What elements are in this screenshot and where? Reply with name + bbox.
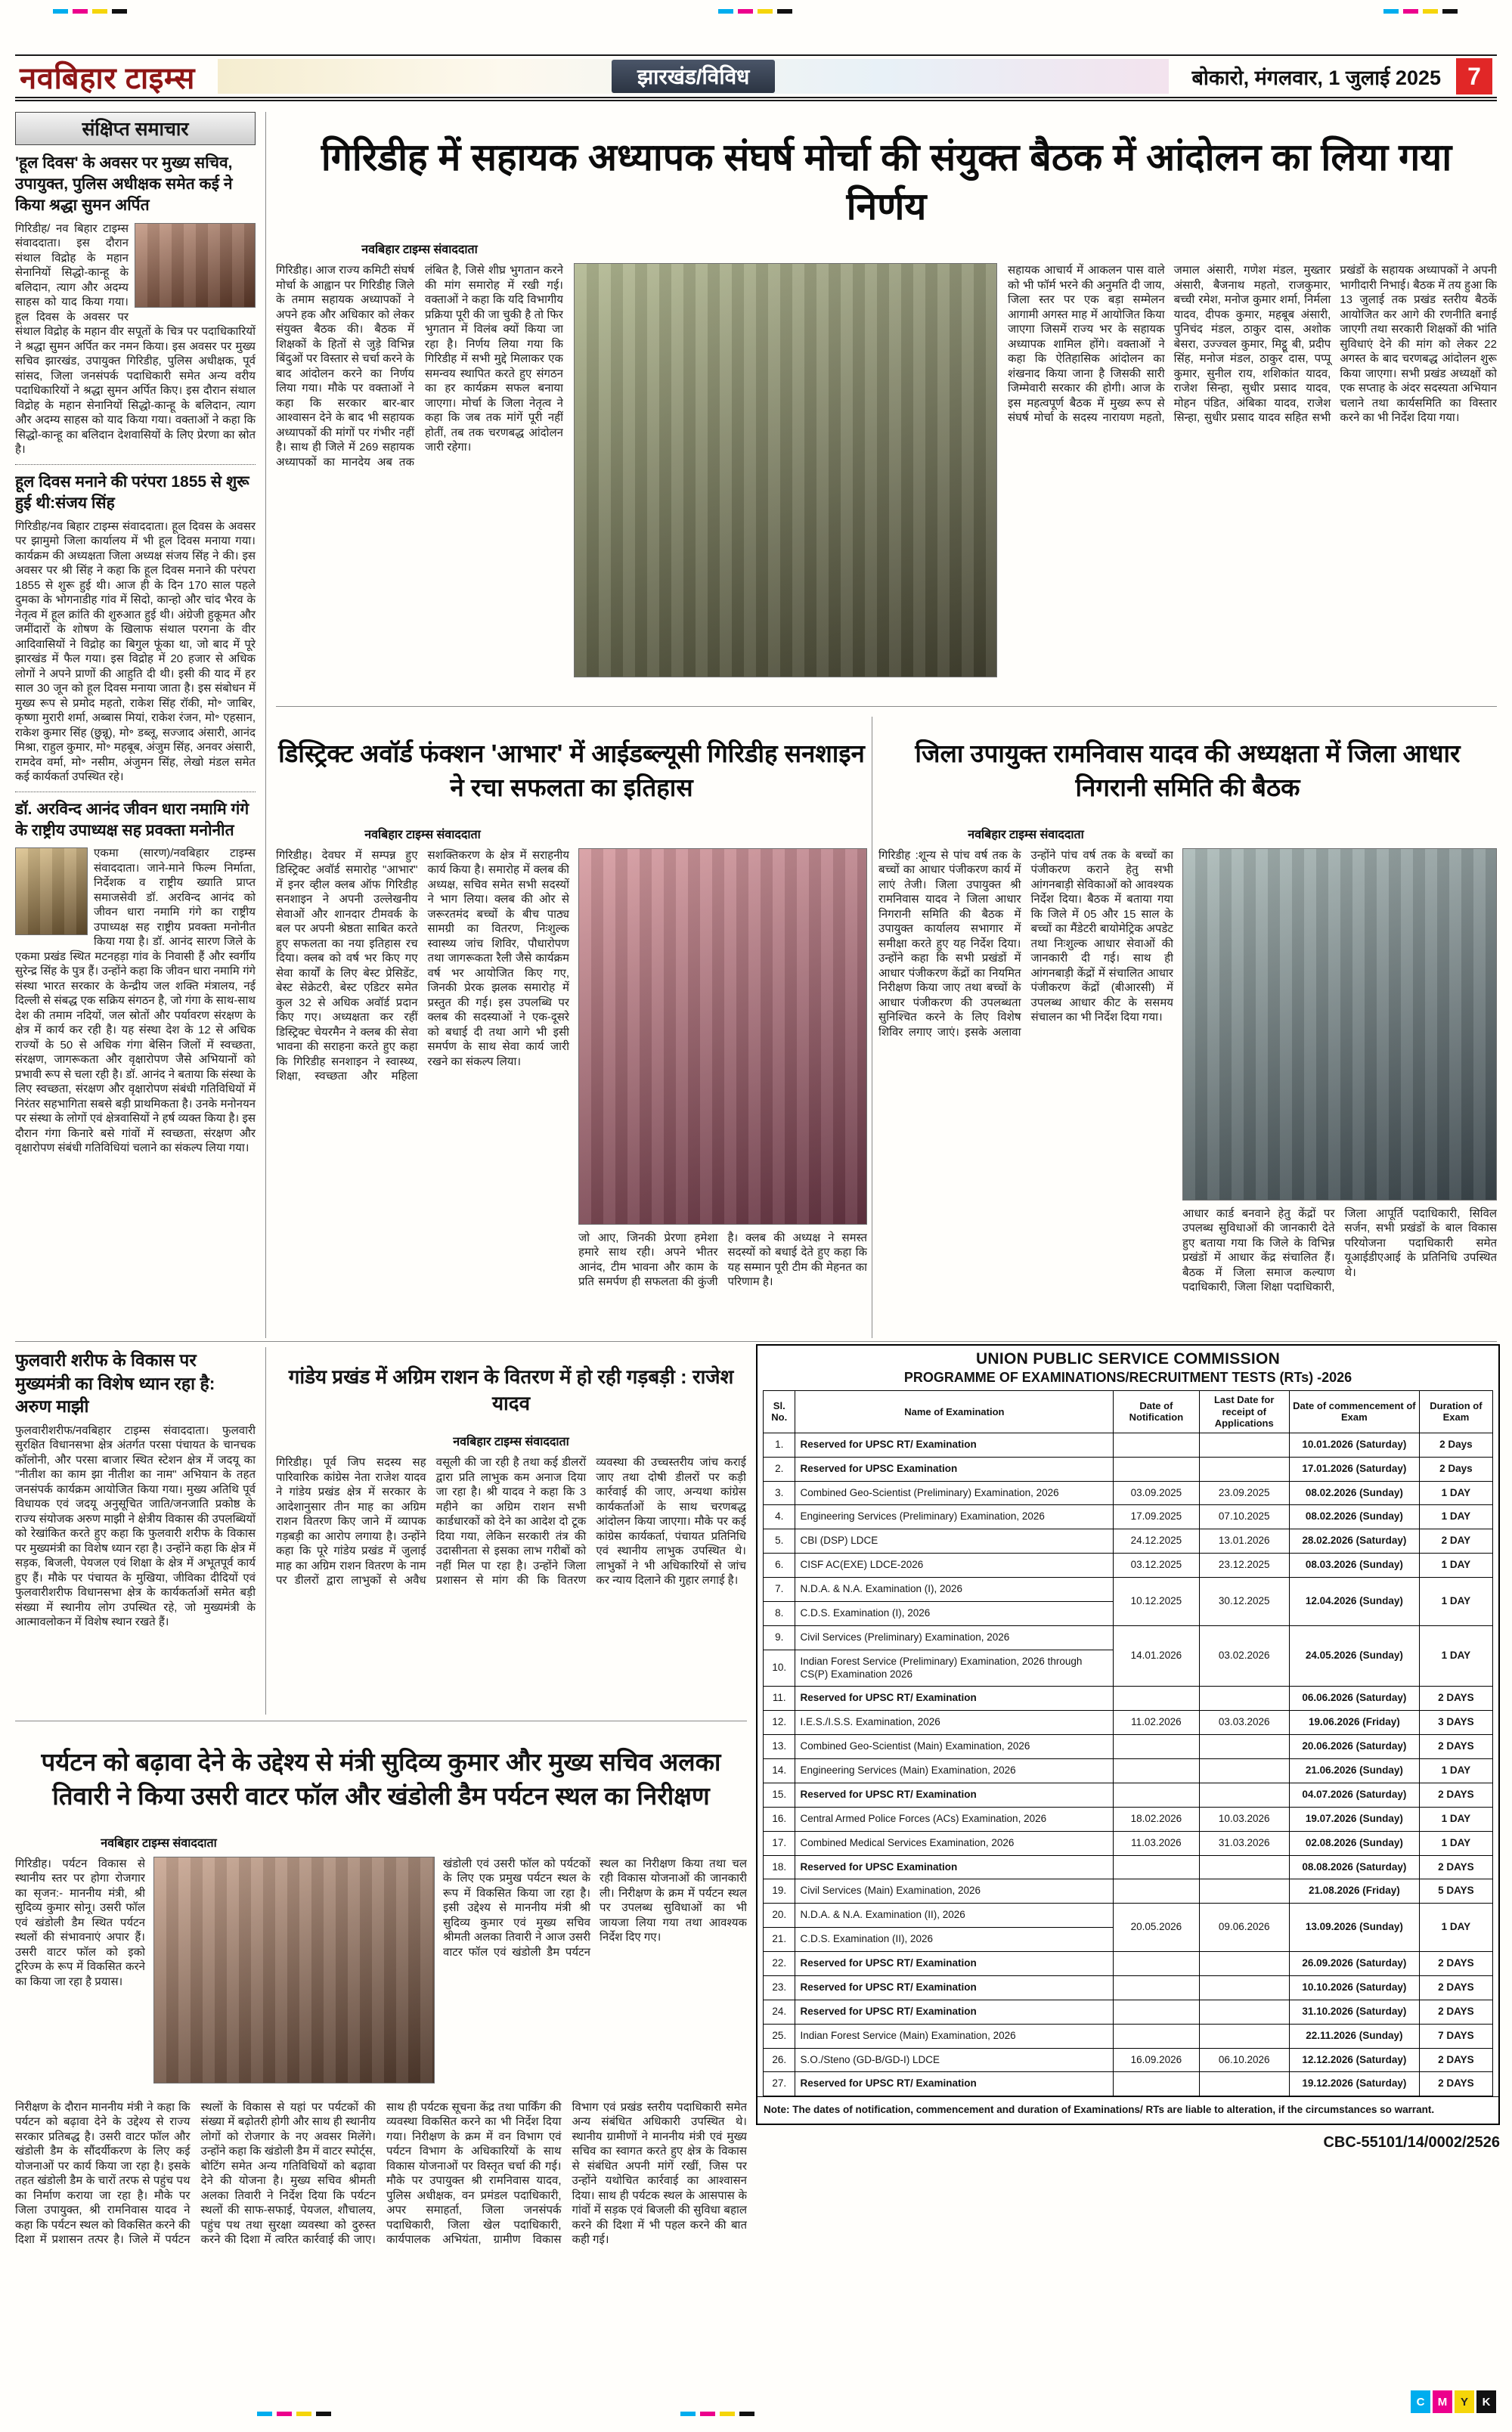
photo-arvind-anand-portrait [15,847,88,935]
upsc-cell: 24.12.2025 [1114,1529,1199,1554]
upsc-cell [1199,1457,1289,1481]
upsc-cell: Combined Geo-Scientist (Preliminary) Examination, 2026 [795,1481,1114,1505]
upsc-table-row [764,1904,1493,1928]
paryatan-byline: नवबिहार टाइम्स संवाददाता [101,1836,217,1850]
upsc-cell: 22. [764,1952,795,1976]
aabhaar-right-block [578,848,867,1338]
upsc-cell [1114,1783,1199,1807]
upsc-cell: 2 DAYS [1419,2072,1492,2096]
upsc-cell [1114,1855,1199,1879]
upsc-cell: 1. [764,1433,795,1457]
upsc-cell: 08.02.2026 (Sunday) [1289,1481,1419,1505]
upsc-cell: 13.01.2026 [1199,1529,1289,1554]
upsc-cell: 22.11.2026 (Sunday) [1289,2024,1419,2048]
upsc-cell [1114,1759,1199,1783]
upsc-cell [1199,1975,1289,2000]
upsc-table-row [764,1952,1493,1976]
upsc-table-row [764,1625,1493,1650]
aabhaar-body-below-photo: जो आए, जिनकी प्रेरणा हमेशा हमारे साथ रही। अपने भीतर आनंद, टीम भावना और काम के प्रति समर्पण ही सफलता की कुंजी है। क्लब की अध्यक्ष ने समस्त सदस्यों को बधाई देते हुए कहा कि यह सम्मान पूरी टीम की मेहनत का परिणाम है। [578,1231,867,1289]
upsc-cell: 23.12.2025 [1199,1554,1289,1578]
upsc-table-row [764,1855,1493,1879]
upsc-cell: 17. [764,1831,795,1855]
upsc-cell [1199,1759,1289,1783]
upsc-cell: 12.04.2026 (Sunday) [1289,1578,1419,1626]
upsc-cell: Central Armed Police Forces (ACs) Examination, 2026 [795,1807,1114,1831]
cmyk-black-block: K [1476,2390,1496,2413]
upsc-cell: 04.07.2026 (Saturday) [1289,1783,1419,1807]
upsc-title: UNION PUBLIC SERVICE COMMISSION [975,1350,1281,1368]
upsc-table-row [764,1759,1493,1783]
upsc-cell: Civil Services (Main) Examination, 2026 [795,1879,1114,1904]
upsc-cell: 08.08.2026 (Saturday) [1289,1855,1419,1879]
aabhaar-body-left: गिरिडीह। देवघर में सम्पन्न हुए डिस्ट्रिक्ट अवॉर्ड समारोह "आभार" में इनर व्हील क्लब ऑफ गिरिडीह सनशाइन ने अपनी उल्लेखनीय सेवाओं और शानदार टीमवर्क के बल पर अपनी श्रेष्ठता साबित करते हुए सफलता का नया इतिहास रच दिया। क्लब को वर्ष भर किए गए सेवा कार्यों के लिए बेस्ट प्रेसिडेंट, बेस्ट सेक्रेटरी, बेस्ट एडिटर समेत कुल 32 से अधिक अवॉर्ड प्रदान किए गए। अध्यक्षता कर रहीं डिस्ट्रिक्ट चेयरमैन ने क्लब की सेवा भावना की सराहना करते हुए कहा कि गिरिडीह सनशाइन ने स्वास्थ्य, शिक्षा, स्वच्छता और महिला सशक्तिकरण के क्षेत्र में सराहनीय कार्य किया है। समारोह में क्लब की अध्यक्ष, सचिव समेत सभी सदस्यों ने भाग लिया। क्लब की ओर से जरूरतमंद बच्चों के बीच पाठ्य सामग्री का वितरण, निःशुल्क स्वास्थ्य जांच शिविर, पौधारोपण तथा जागरूकता रैली जैसे कार्यक्रम वर्ष भर आयोजित किए गए, जिनकी प्रेरक झलक समारोह में प्रस्तुत की गई। इस उपलब्धि पर क्लब की सदस्याओं ने एक-दूसरे को बधाई दी तथा आगे भी इसी समर्पण के साथ सेवा कार्य जारी रखने का संकल्प लिया। [276,848,569,1083]
upsc-cell: 08.02.2026 (Sunday) [1289,1505,1419,1529]
brief-body: एकमा (सारण)/नवबिहार टाइम्स संवाददाता। जाने-माने फिल्म निर्माता, निर्देशक व राष्ट्रीय ख्याति प्राप्त समाजसेवी डॉ. अरविन्द आनंद को जीवन धारा नमामि गंगे का राष्ट्रीय उपाध्यक्ष सह राष्ट्रीय प्रवक्ता मनोनीत किया गया है। डॉ. आनंद सारण जिले के एकमा प्रखंड स्थित मटनहड़ा गांव के निवासी हैं और स्वर्गीय सुरेन्द्र सिंह के पुत्र हैं। उन्होंने कहा कि जीवन धारा नमामि गंगे संस्था भारत सरकार के केन्द्रीय जल शक्ति मंत्रालय, नई दिल्ली से संबद्ध एक सक्रिय संगठन है, जो गंगा के साथ-साथ देश की तमाम नदियों, जल स्रोतों और पर्यावरण संरक्षण के क्षेत्र में कार्य कर रही है। यह संस्था देश के 12 से अधिक राज्यों के 50 से अधिक गंगा बेसिन जिलों में स्वच्छता, संरक्षण, जागरूकता और वृक्षारोपण जैसे अभियानों को प्रभावी रूप से चला रही है। डॉ. आनंद ने बताया कि संस्था के लिए स्वच्छता, संरक्षण और वृक्षारोपण संबंधी गतिविधियों में निरंतर सहभागिता सबसे बड़ी प्राथमिकता है। उनके मनोनयन पर संस्था के लोगों एवं क्षेत्रवासियों ने हर्ष व्यक्त किया है। इस दौरान गंगा किनारे बसे गांवों में स्वच्छता, संरक्षण और वृक्षारोपण संबंधी गतिविधियां चलाने का संकल्प लिया गया। [15,847,256,1155]
upsc-cell: 13.09.2026 (Sunday) [1289,1904,1419,1952]
upsc-cell: 02.08.2026 (Sunday) [1289,1831,1419,1855]
upsc-cell: 31.10.2026 (Saturday) [1289,2000,1419,2024]
upsc-cell: 18. [764,1855,795,1879]
registration-marks-top-left [53,9,127,14]
upsc-table-row [764,1687,1493,1711]
upsc-table-row [764,1975,1493,2000]
upsc-cell [1199,1735,1289,1759]
upsc-cell: 2 Days [1419,1457,1492,1481]
upsc-cell: 1 DAY [1419,1554,1492,1578]
upsc-table-row [764,1433,1493,1457]
upsc-cell: 7 DAYS [1419,2024,1492,2048]
header-right [1191,58,1492,94]
aabhaar-byline: नवबिहार टाइम्स संवाददाता [364,828,481,841]
brief-headline: 'हूल दिवस' के अवसर पर मुख्य सचिव, उपायुक्त, पुलिस अधीक्षक समेत कई ने किया श्रद्धा सुमन अर्पित [15,154,233,214]
upsc-cell: 23.09.2025 [1199,1481,1289,1505]
upsc-column-header: Date of commencement of Exam [1289,1391,1419,1433]
upsc-cell: Reserved for UPSC RT/ Examination [795,2000,1114,2024]
upsc-column-header: Name of Examination [795,1391,1114,1433]
upsc-cell: 26.09.2026 (Saturday) [1289,1952,1419,1976]
upsc-cell: Indian Forest Service (Main) Examination, 2026 [795,2024,1114,2048]
upsc-cell: 2 DAYS [1419,1952,1492,1976]
lead-body-left: गिरिडीह। आज राज्य कमिटी संघर्ष मोर्चा के आह्वान पर गिरिडीह जिले के तमाम सहायक अध्यापकों ने अपने हक और अधिकार को लेकर संयुक्त बैठक की। बैठक में शिक्षकों के हितों से जुड़े विभिन्न बिंदुओं पर विस्तार से चर्चा करने के बाद आंदोलन करने का निर्णय लिया गया। मौके पर वक्ताओं ने कहा कि सरकार बार-बार आश्वासन देने के बाद भी सहायक अध्यापकों की मांगों पर गंभीर नहीं है। साथ ही जिले में 269 सहायक अध्यापकों का मानदेय अब तक लंबित है, जिसे शीघ्र भुगतान करने की मांग समारोह में रखी गई। वक्ताओं ने कहा कि यदि विभागीय प्रक्रिया पूरी की जा चुकी है तो फिर भुगतान में विलंब क्यों किया जा रहा है। निर्णय लिया गया कि गिरिडीह में सभी मुद्दे मिलाकर एक समन्वय स्थापित करते हुए संगठन का हर कार्यक्रम सफल बनाया जाएगा। मोर्चा के जिला नेतृत्व ने कहा कि जब तक मांगें पूरी नहीं होतीं, तब तक चरणबद्ध आंदोलन जारी रहेगा। [276,264,563,469]
upsc-cell: 03.02.2026 [1199,1625,1289,1687]
upsc-cell: 14.01.2026 [1114,1625,1199,1687]
upsc-cell: Civil Services (Preliminary) Examination, 2026 [795,1625,1114,1650]
upsc-table-row [764,1457,1493,1481]
brief-headline: डॉ. अरविन्द आनंद जीवन धारा नमामि गंगे के राष्ट्रीय उपाध्यक्ष सह प्रवक्ता मनोनीत [15,800,249,839]
upsc-table [763,1390,1493,2096]
upsc-cell: 16.09.2026 [1114,2048,1199,2072]
cmyk-yellow-block: Y [1455,2390,1474,2413]
paryatan-body-bottom: निरीक्षण के दौरान माननीय मंत्री ने कहा कि पर्यटन को बढ़ावा देने के उद्देश्य से राज्य सरकार प्रतिबद्ध है। उसरी वाटर फॉल और खंडोली डैम के सौंदर्यीकरण के लिए कई योजनाओं पर कार्य किया जा रहा है। इसके तहत खंडोली डैम के चारों तरफ से पहुंच पथ का निर्माण कराया जा रहा है। मौके पर जिला उपायुक्त, श्री रामनिवास यादव ने कहा कि पर्यटन स्थल को विकसित करने की दिशा में प्रशासन तत्पर है। जिले में पर्यटन स्थलों के विकास से यहां पर पर्यटकों की संख्या में बढ़ोतरी होगी और साथ ही स्थानीय लोगों को रोजगार के नए अवसर मिलेंगे। उन्होंने कहा कि खंडोली डैम में वाटर स्पोर्ट्स, बोटिंग समेत अन्य गतिविधियों को बढ़ावा देने की योजना है। मुख्य सचिव श्रीमती अलका तिवारी ने निर्देश दिया कि पर्यटन स्थलों की साफ-सफाई, पेयजल, शौचालय, पहुंच पथ तथा सुरक्षा व्यवस्था को दुरुस्त करने की दिशा में त्वरित कार्रवाई की जाए। साथ ही पर्यटक सूचना केंद्र तथा पार्किंग की व्यवस्था विकसित करने का भी निर्देश दिया गया। निरीक्षण के क्रम में वन विभाग एवं पर्यटन विभाग के अधिकारियों के साथ विकास योजनाओं पर विस्तृत चर्चा की गई। मौके पर उपायुक्त श्री रामनिवास यादव, पुलिस अधीक्षक, वन प्रमंडल पदाधिकारी, अपर समाहर्ता, जिला जनसंपर्क पदाधिकारी, जिला खेल पदाधिकारी, कार्यपालक अभियंता, ग्रामीण विकास विभाग एवं प्रखंड स्तरीय पदाधिकारी समेत अन्य संबंधित अधिकारी उपस्थित थे। स्थानीय ग्रामीणों ने माननीय मंत्री एवं मुख्य सचिव का स्वागत करते हुए क्षेत्र के विकास से संबंधित अपनी मांगें रखीं, जिस पर उन्होंने यथोचित कार्रवाई का आश्वासन दिया। साथ ही पर्यटक स्थल के आसपास के गांवों में सड़क एवं बिजली की सुविधा बहाल करने की दिशा में भी पहल करने की बात कही गई। [15,2100,747,2247]
upsc-cell: 21. [764,1928,795,1952]
aabhaar-article [276,717,867,1338]
upsc-table-header-row [764,1391,1493,1433]
upsc-subtitle: PROGRAMME OF EXAMINATIONS/RECRUITMENT TESTS (RTs) -2026 [903,1370,1352,1385]
upsc-cell [1199,2024,1289,2048]
upsc-cell: 10.12.2025 [1114,1578,1199,1626]
upsc-cell: 17.09.2025 [1114,1505,1199,1529]
upsc-cell: N.D.A. & N.A. Examination (I), 2026 [795,1578,1114,1602]
upsc-table-row [764,1807,1493,1831]
upsc-cell [1114,2024,1199,2048]
briefs-column [15,112,266,1338]
upsc-cell: Reserved for UPSC Examination [795,1855,1114,1879]
aadhaar-right-block [1182,848,1497,1338]
upsc-cell [1114,1879,1199,1904]
aabhaar-body [276,848,867,1338]
upsc-cell: 4. [764,1505,795,1529]
upsc-cell: Engineering Services (Preliminary) Examination, 2026 [795,1505,1114,1529]
upsc-cell: 1 DAY [1419,1625,1492,1687]
upsc-cell: 10.10.2026 (Saturday) [1289,1975,1419,2000]
upsc-cell: Reserved for UPSC Examination [795,1457,1114,1481]
gandey-byline: नवबिहार टाइम्स संवाददाता [453,1436,569,1449]
upsc-cell: 2 Days [1419,1433,1492,1457]
upsc-cell: Reserved for UPSC RT/ Examination [795,1783,1114,1807]
gandey-headline: गांडेय प्रखंड में अग्रिम राशन के वितरण में हो रही गड़बड़ी : राजेश यादव [288,1365,734,1414]
upsc-cell [1199,1783,1289,1807]
upsc-cell: 2 DAYS [1419,1735,1492,1759]
upsc-column-header: Duration of Exam [1419,1391,1492,1433]
upsc-cell: 1 DAY [1419,1505,1492,1529]
upsc-cell: 2 DAY [1419,1529,1492,1554]
cmyk-magenta-block: M [1433,2390,1452,2413]
upsc-cell [1114,1687,1199,1711]
upsc-cell: 17.01.2026 (Saturday) [1289,1457,1419,1481]
upsc-table-row [764,1831,1493,1855]
upsc-cell: 18.02.2026 [1114,1807,1199,1831]
upsc-cell [1199,1952,1289,1976]
upsc-cell: 25. [764,2024,795,2048]
page-number: 7 [1456,58,1492,94]
upsc-cell: Reserved for UPSC RT/ Examination [795,1433,1114,1457]
upsc-table-row [764,2048,1493,2072]
paryatan-article [15,1725,747,2409]
upsc-cell: CISF AC(EXE) LDCE-2026 [795,1554,1114,1578]
photo-award-function [578,848,867,1225]
brief-headline: हूल दिवस मनाने की परंपरा 1855 से शुरू हुई थी:संजय सिंह [15,472,249,512]
dateline: बोकारो, मंगलवार, 1 जुलाई 2025 [1191,66,1441,89]
upsc-cell: 5. [764,1529,795,1554]
phulwari-headline: फुलवारी शरीफ के विकास पर मुख्यमंत्री का विशेष ध्यान रहा है: अरुण माझी [15,1350,215,1417]
divider [15,464,256,465]
upsc-cell [1199,1879,1289,1904]
upsc-cell: 09.06.2026 [1199,1904,1289,1952]
upsc-cell [1114,1975,1199,2000]
upsc-cell: 1 DAY [1419,1807,1492,1831]
section-band [218,59,1170,94]
upsc-cell: 14. [764,1759,795,1783]
upsc-cell: 6. [764,1554,795,1578]
upsc-cell: 11.02.2026 [1114,1711,1199,1735]
upsc-cell: Reserved for UPSC RT/ Examination [795,1952,1114,1976]
upsc-cell: S.O./Steno (GD-B/GD-I) LDCE [795,2048,1114,2072]
upsc-cell: 1 DAY [1419,1831,1492,1855]
aadhaar-body-left: गिरिडीह :शून्य से पांच वर्ष तक के बच्चों का आधार पंजीकरण कार्य में लाएं तेजी। जिला उपायुक्त श्री रामनिवास यादव ने जिला आधार निगरानी समिति की बैठक में उपायुक्त कार्यालय सभागार में समीक्षा करते हुए यह निर्देश दिया। उन्होंने कहा कि सभी प्रखंडों में आधार पंजीकरण केंद्रों का नियमित निरीक्षण किया जाए तथा बच्चों के आधार पंजीकरण की उपलब्धता सुनिश्चित करने के लिए विशेष शिविर लगाए जाएं। इसके अलावा उन्होंने पांच वर्ष तक के बच्चों का पंजीकरण कराने हेतु सभी आंगनबाड़ी सेविकाओं को आवश्यक निर्देश दिया। बैठक में बताया गया कि जिले में 05 और 15 साल के बच्चों का मैंडेटरी बायोमेट्रिक अपडेट तथा निःशुल्क आधार सेवाओं की जानकारी दी गई। साथ ही आंगनबाड़ी केंद्रों में संचालित आधार पंजीकरण केंद्रों (बीआरसी) में उपलब्ध आधार कीट के ससमय संचालन का भी निर्देश दिया गया। [878,848,1173,1039]
upsc-cell [1114,2072,1199,2096]
upsc-cell: 11.03.2026 [1114,1831,1199,1855]
upsc-cell: 2 DAYS [1419,2000,1492,2024]
upsc-cell: 03.12.2025 [1114,1554,1199,1578]
upsc-cell: Combined Geo-Scientist (Main) Examination, 2026 [795,1735,1114,1759]
photo-hul-diwas-tribute [135,223,256,308]
lead-headline: गिरिडीह में सहायक अध्यापक संघर्ष मोर्चा की संयुक्त बैठक में आंदोलन का लिया गया निर्णय [321,135,1452,228]
aadhaar-byline: नवबिहार टाइम्स संवाददाता [968,828,1084,841]
upsc-table-row [764,1735,1493,1759]
gandey-article [276,1347,746,1715]
upsc-cell: 3 DAYS [1419,1711,1492,1735]
upsc-cell: N.D.A. & N.A. Examination (II), 2026 [795,1904,1114,1928]
newspaper-title: नवबिहार टाइम्स [20,61,195,95]
upsc-cell: 28.02.2026 (Saturday) [1289,1529,1419,1554]
upsc-table-row [764,1481,1493,1505]
upsc-cell [1199,2000,1289,2024]
upsc-cell: 08.03.2026 (Sunday) [1289,1554,1419,1578]
upsc-cell: C.D.S. Examination (II), 2026 [795,1928,1114,1952]
upsc-cell: 8. [764,1601,795,1625]
cmyk-cyan-block: C [1411,2390,1430,2413]
cmyk-color-blocks [1411,2390,1496,2413]
upsc-cell: 5 DAYS [1419,1879,1492,1904]
upsc-table-row [764,2000,1493,2024]
photo-tourism-inspection [153,1857,435,2083]
upsc-cell: 26. [764,2048,795,2072]
upsc-cell: 19.06.2026 (Friday) [1289,1711,1419,1735]
registration-marks-bottom-center [680,2412,754,2416]
upsc-cell: 1 DAY [1419,1481,1492,1505]
upsc-cell: 9. [764,1625,795,1650]
upsc-table-row [764,1711,1493,1735]
upsc-cell: 07.10.2025 [1199,1505,1289,1529]
upsc-cell: 27. [764,2072,795,2096]
upsc-cell: 31.03.2026 [1199,1831,1289,1855]
upsc-cell: 1 DAY [1419,1578,1492,1626]
upsc-table-row [764,1529,1493,1554]
lead-byline: नवबिहार टाइम्स संवाददाता [361,243,478,256]
upsc-table-row [764,2072,1493,2096]
upsc-cell: C.D.S. Examination (I), 2026 [795,1601,1114,1625]
upsc-cell: Combined Medical Services Examination, 2026 [795,1831,1114,1855]
upsc-table-row [764,1879,1493,1904]
paryatan-body-intro: गिरिडीह। पर्यटन विकास से स्थानीय स्तर पर होगा रोजगार का सृजन:- माननीय मंत्री, श्री सुदिव्य कुमार सोनू। उसरी फॉल एवं खंडोली डैम स्थित पर्यटन स्थलों की संभावनाएं अपार हैं। उसरी वाटर फॉल को इको टूरिज्म के रूप में विकसित करने का किया जा रहा है प्रयास। [15,1857,145,1988]
upsc-cell: 20.06.2026 (Saturday) [1289,1735,1419,1759]
divider [15,1341,1497,1342]
cbc-reference-number: CBC-55101/14/0002/2526 [1323,2134,1500,2151]
upsc-cell: 23. [764,1975,795,2000]
upsc-column-header: Date of Notification [1114,1391,1199,1433]
upsc-cell: 20. [764,1904,795,1928]
upsc-cell: 7. [764,1578,795,1602]
upsc-cell: 06.10.2026 [1199,2048,1289,2072]
brief-article-hul-parampara [15,472,256,785]
upsc-cell: CBI (DSP) LDCE [795,1529,1114,1554]
aadhaar-article [878,717,1497,1338]
upsc-cell: 16. [764,1807,795,1831]
upsc-column-header: Sl. No. [764,1391,795,1433]
upsc-cell [1199,1687,1289,1711]
upsc-cell: 2 DAYS [1419,1975,1492,2000]
upsc-cell: 21.08.2026 (Friday) [1289,1879,1419,1904]
aadhaar-body-below-photo: आधार कार्ड बनवाने हेतु केंद्रों पर उपलब्ध सुविधाओं की जानकारी देते हुए बताया गया कि जिले के विभिन्न प्रखंडों में आधार केंद्र संचालित हैं। बैठक में जिला समाज कल्याण पदाधिकारी, जिला शिक्षा पदाधिकारी, जिला आपूर्ति पदाधिकारी, सिविल सर्जन, सभी प्रखंडों के बाल विकास परियोजना पदाधिकारी समेत यूआईडीएआई के प्रतिनिधि उपस्थित थे। [1182,1207,1497,1294]
upsc-cell: 12. [764,1711,795,1735]
upsc-cell: 13. [764,1735,795,1759]
upsc-cell: 19. [764,1879,795,1904]
upsc-cell: 24. [764,2000,795,2024]
section-title: झारखंड/विविध [612,60,775,93]
phulwari-article [15,1347,266,1715]
upsc-column-header: Last Date for receipt of Applications [1199,1391,1289,1433]
upsc-cell [1114,1735,1199,1759]
upsc-table-row [764,1578,1493,1602]
upsc-cell: Indian Forest Service (Preliminary) Examination, 2026 through CS(P) Examination 2026 [795,1650,1114,1687]
upsc-table-body [764,1433,1493,2096]
upsc-cell: Reserved for UPSC RT/ Examination [795,2072,1114,2096]
brief-body: गिरिडीह/ नव बिहार टाइम्स संवाददाता। इस दौरान संथाल विद्रोह के महान सेनानियों सिद्धो-कान्हू के बलिदान, त्याग और अदम्य साहस को याद किया गया। हूल दिवस के अवसर पर संथाल विद्रोह के महान वीर सपूतों के चित्र पर पदाधिकारियों ने श्रद्धा सुमन अर्पित कर नमन किया। इस अवसर पर मुख्य सचिव झारखंड, उपायुक्त गिरिडीह, पुलिस अधीक्षक, पूर्व सांसद, जिला जनसंपर्क पदाधिकारी समेत अन्य वरीय पदाधिकारियों ने श्रद्धा सुमन अर्पित किए। इस दौरान संथाल विद्रोह के महान सेनानियों सिद्धो-कान्हू के बलिदान, त्याग और अदम्य साहस को याद किया गया। वक्ताओं ने कहा कि सिद्धो-कान्हू का बलिदान देशवासियों के लिए प्रेरणा का स्रोत है। [15,222,256,457]
upsc-cell [1199,2072,1289,2096]
upsc-cell: Reserved for UPSC RT/ Examination [795,1687,1114,1711]
upsc-cell: 12.12.2026 (Saturday) [1289,2048,1419,2072]
upsc-table-row [764,2024,1493,2048]
paryatan-headline: पर्यटन को बढ़ावा देने के उद्देश्य से मंत्री सुदिव्य कुमार और मुख्य सचिव अलका तिवारी ने किया उसरी वाटर फॉल और खंडोली डैम पर्यटन स्थल का निरीक्षण [41,1748,721,1810]
upsc-cell: 10. [764,1650,795,1687]
registration-marks-top-center [718,9,792,14]
phulwari-body: फुलवारीशरीफ/नवबिहार टाइम्स संवाददाता। फुलवारी सुरक्षित विधानसभा क्षेत्र अंतर्गत परसा पंचायत के चानचक कॉलोनी, और परसा बाजार स्थित स्टेशन क्षेत्र में जदयू का "नीतीश का काम झा नीतीश का नाम" अभियान के तहत जनसंपर्क कार्यक्रम आयोजित किया गया। मुख्य अतिथि पूर्व विधायक एवं जदयू अनुसूचित जाति/जनजाति प्रकोष्ठ के राज्य संयोजक अरुण माझी ने क्षेत्रीय विकास की उपलब्धियों को रेखांकित करते हुए कहा कि फुलवारी शरीफ के विकास पर मुख्यमंत्री का विशेष ध्यान रहा है। उन्होंने कहा कि क्षेत्र में सड़क, बिजली, पेयजल एवं शिक्षा के क्षेत्र में अभूतपूर्व कार्य हुए हैं। मौके पर पंचायत के मुखिया, जीविका दीदियों एवं फुलवारीशरीफ विधानसभा क्षेत्र के कार्यकर्ताओं समेत बड़ी संख्या में स्थानीय लोग उपस्थित रहे, जो मुख्यमंत्री के आत्मावलोकन में विशेष स्थान रखते हैं। [15,1424,256,1629]
upsc-cell: 06.06.2026 (Saturday) [1289,1687,1419,1711]
upsc-cell: 10.01.2026 (Saturday) [1289,1433,1419,1457]
upsc-cell: 3. [764,1481,795,1505]
upsc-cell: 10.03.2026 [1199,1807,1289,1831]
brief-article-hul-diwas [15,153,256,457]
upsc-cell: 1 DAY [1419,1904,1492,1952]
upsc-cell: Reserved for UPSC RT/ Examination [795,1975,1114,2000]
aadhaar-body [878,848,1497,1338]
upsc-cell [1114,1952,1199,1976]
upsc-cell: 2. [764,1457,795,1481]
upsc-cell: 24.05.2026 (Sunday) [1289,1625,1419,1687]
upsc-table-row [764,1783,1493,1807]
upsc-exam-table [756,1344,1500,2125]
upsc-cell: 30.12.2025 [1199,1578,1289,1626]
upsc-cell [1199,1433,1289,1457]
upsc-cell: 11. [764,1687,795,1711]
upsc-cell [1114,1433,1199,1457]
upsc-cell: 2 DAYS [1419,1855,1492,1879]
upsc-cell [1114,2000,1199,2024]
divider [276,706,1497,707]
upsc-cell: I.E.S./I.S.S. Examination, 2026 [795,1711,1114,1735]
registration-marks-top-right [1383,9,1458,14]
upsc-cell: 19.07.2026 (Sunday) [1289,1807,1419,1831]
gandey-body: गिरिडीह। पूर्व जिप सदस्य सह पारिवारिक कांग्रेस नेता राजेश यादव ने गांडेय प्रखंड क्षेत्र में सरकार के आदेशानुसार तीन माह का अग्रिम राशन वितरण किए जाने में व्यापक गड़बड़ी का आरोप लगाया है। उन्होंने कहा कि पूरे गांडेय प्रखंड में जुलाई माह का अग्रिम राशन वितरण के नाम पर डीलरों द्वारा लाभुकों से अवैध वसूली की जा रही है तथा कई डीलरों द्वारा प्रति लाभुक कम अनाज दिया जा रहा है। श्री यादव ने कहा कि 3 महीने का अग्रिम राशन सभी कार्डधारकों को देने का आदेश दो टूक दिया गया, लेकिन सरकारी तंत्र की उदासीनता से इसका लाभ गरीबों को नहीं मिल पा रहा है। उन्होंने जिला प्रशासन से मांग की कि वितरण व्यवस्था की उच्चस्तरीय जांच कराई जाए तथा दोषी डीलरों पर कड़ी कार्रवाई की जाए, अन्यथा कांग्रेस कार्यकर्ताओं के साथ चरणबद्ध आंदोलन किया जाएगा। मौके पर कई कांग्रेस कार्यकर्ता, पंचायत प्रतिनिधि एवं स्थानीय लाभुक उपस्थित थे। लाभुकों ने भी अधिकारियों से जांच कर न्याय दिलाने की गुहार लगाई है। [276,1456,746,1588]
upsc-table-row [764,1505,1493,1529]
briefs-section-title: संक्षिप्त समाचार [15,112,256,145]
photo-district-meeting [1182,848,1497,1201]
upsc-table-row [764,1554,1493,1578]
aabhaar-headline: डिस्ट्रिक्ट अवॉर्ड फंक्शन 'आभार' में आईडब्ल्यूसी गिरिडीह सनशाइन ने रचा सफलता का इतिहास [278,739,865,801]
photo-lead-meeting [574,263,997,677]
page-header [15,54,1497,101]
upsc-cell: 2 DAYS [1419,1783,1492,1807]
upsc-cell: 1 DAY [1419,1759,1492,1783]
upsc-cell [1199,1855,1289,1879]
upsc-cell: 2 DAYS [1419,1687,1492,1711]
paryatan-body-right: खंडोली एवं उसरी फॉल को पर्यटकों के लिए एक प्रमुख पर्यटन स्थल के रूप में विकसित किया जा रहा है। इसी उद्देश्य से माननीय मंत्री श्री सुदिव्य कुमार एवं मुख्य सचिव श्रीमती अलका तिवारी ने आज उसरी वाटर फॉल एवं खंडोली डैम पर्यटन स्थल का निरीक्षण किया तथा चल रही विकास योजनाओं की जानकारी ली। निरीक्षण के क्रम में पर्यटन स्थल पर उपलब्ध सुविधाओं का भी जायजा लिया गया तथा आवश्यक निर्देश दिए गए। [443,1857,747,1959]
upsc-cell: 20.05.2026 [1114,1904,1199,1952]
upsc-note: Note: The dates of notification, commencement and duration of Examinations/ RTs are liable to alteration, if the circumstances so warrant. [758,2096,1498,2124]
lead-body-right: सहायक आचार्य में आकलन पास वाले को भी फॉर्म भरने की अनुमति दी जाय, जिला स्तर पर एक बड़ा सम्मेलन आगामी अगस्त माह में आयोजित किया जाएगा जिसमें राज्य भर के सहायक अध्यापक शामिल होंगे। वक्ताओं ने कहा कि ऐतिहासिक आंदोलन का शंखनाद किया जाना है जिसकी सारी जिम्मेवारी सरकार की होगी। आज के इस महत्वपूर्ण बैठक में मुख्य रूप से संघर्ष मोर्चा के सदस्य नारायण महतो, जमाल अंसारी, गणेश मंडल, मुख्तार अंसारी, बैजनाथ महतो, राजकुमार, बच्ची रमेश, मनोज कुमार शर्मा, निर्मला यादव, दीपक कुमार, महबूब अंसारी, पुनिचंद मंडल, ठाकुर दास, अशोक बेसरा, उज्ज्वल कुमार, मिट्ठू बी, प्रदीप सिंह, मनोज मंडल, ठाकुर दास, पप्पू कुमार, सुनील राय, शशिकांत यादव, राजेश सिन्हा, सुधीर प्रसाद यादव, मोहन पंडित, अंबिका यादव, राजेश सिन्हा, सुधीर प्रसाद यादव सहित सभी प्रखंडों के सहायक अध्यापकों ने अपनी भागीदारी निभाई। बैठक में तय हुआ कि 13 जुलाई तक प्रखंड स्तरीय बैठकें आयोजित कर आगे की रणनीति बनाई जाएगी तथा सरकारी शिक्षकों की भांति सुविधाएं देने की मांग को लेकर 22 अगस्त के बाद चरणबद्ध आंदोलन शुरू किया जाएगा। सभी प्रखंड अध्यक्षों को एक सप्ताह के अंदर सदस्यता अभियान चलाने तथा कार्यसमिति का विस्तार करने का भी निर्देश दिया गया। [1008,264,1497,424]
upsc-cell: Engineering Services (Main) Examination, 2026 [795,1759,1114,1783]
upsc-cell: 03.03.2026 [1199,1711,1289,1735]
aadhaar-headline: जिला उपायुक्त रामनिवास यादव की अध्यक्षता में जिला आधार निगरानी समिति की बैठक [915,739,1461,801]
lead-article-body [276,263,1497,700]
upsc-cell: 19.12.2026 (Saturday) [1289,2072,1419,2096]
brief-article-arvind-anand [15,799,256,1156]
registration-marks-bottom-left [257,2412,331,2416]
paryatan-body-top [15,1857,747,2093]
brief-body: गिरिडीह/नव बिहार टाइम्स संवाददाता। हूल दिवस के अवसर पर झामुमो जिला कार्यालय में भी हूल दिवस मनाया गया। कार्यक्रम की अध्यक्षता जिला अध्यक्ष संजय सिंह ने की। इस अवसर पर श्री सिंह ने कहा कि हूल दिवस मनाने की परंपरा 1855 से शुरू हुई थी। आज ही के दिन 170 साल पहले दुमका के भोगनाडीह गांव में सिदो, कान्हो और चांद भैरव के नेतृत्व में हूल क्रांति की शुरुआत हुई थी। अंग्रेजी हुकूमत और जमींदारों के शोषण के खिलाफ संथाल परगना के वीर आदिवासियों ने विद्रोह का बिगुल फूंका था, जो बाद में पूरे झारखंड में फैल गया। इस विद्रोह में 20 हजार से अधिक लोगों ने अपने प्राणों की आहुति दी थी। इसी की याद में हर साल 30 जून को हूल दिवस मनाया जाता है। इस संबोधन में मुख्य रूप से प्रमोद महतो, राकेश सिंह रॉकी, मो॰ जाबिर, कृष्णा मुरारी शर्मा, अब्बास मियां, राकेश रंजन, मो॰ एहसान, राकेश कुमार सिंह (छुन्नू), मो॰ डब्लू, सज्जाद अंसारी, आनंद मिश्रा, राहुल कुमार, मो॰ महबूब, अंजुम सिंह, अनवर अंसारी, रामदेव वर्मा, मो॰ नसीम, अंजुमन सिंह, लेखो मंडल समेत कई कार्यकर्ता उपस्थित रहे। [15,519,256,784]
upsc-cell [1114,1457,1199,1481]
upsc-cell: 03.09.2025 [1114,1481,1199,1505]
upsc-cell: 15. [764,1783,795,1807]
upsc-cell: 21.06.2026 (Sunday) [1289,1759,1419,1783]
upsc-cell: 2 DAYS [1419,2048,1492,2072]
